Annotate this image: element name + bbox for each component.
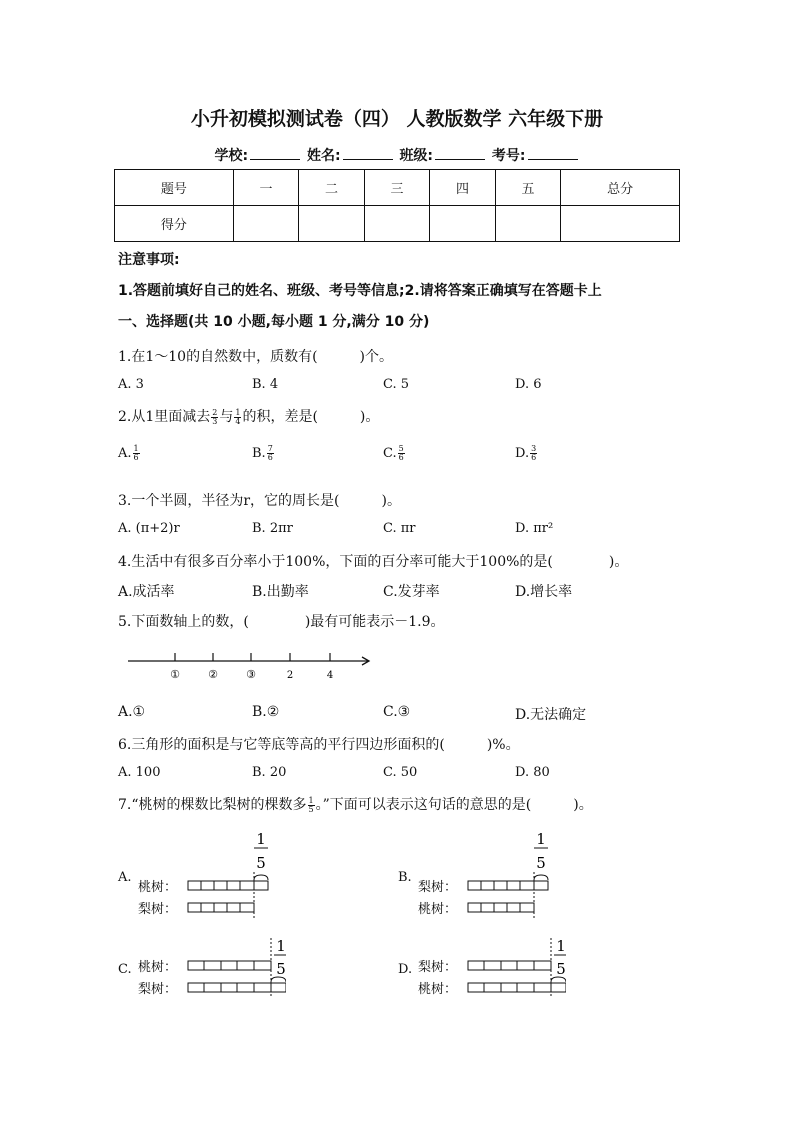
score-cell[interactable]: [430, 206, 496, 242]
score-row-label: 得分: [115, 206, 234, 242]
school-label: 学校:: [214, 148, 249, 164]
q7-option-c[interactable]: C. 桃树： 梨树： 1 5: [118, 937, 286, 997]
score-header-cell: 一: [233, 170, 299, 206]
svg-text:5: 5: [256, 854, 266, 872]
number-line: [124, 648, 376, 684]
name-label: 姓名:: [306, 148, 341, 164]
q5-option-b[interactable]: B.②: [252, 704, 280, 720]
question-5: 5.下面数轴上的数，( )最有可能表示－1.9。: [118, 614, 445, 630]
q3-option-d[interactable]: D. πr²: [515, 521, 554, 536]
score-cell[interactable]: [561, 206, 680, 242]
student-info-line: [0, 145, 794, 165]
q7-option-b[interactable]: B. 梨树： 桃树： 1 5: [398, 830, 598, 920]
q5-option-c[interactable]: C.③: [383, 704, 411, 720]
class-label: 班级:: [399, 148, 434, 164]
question-1: 1.在1～10的自然数中，质数有( )个。: [118, 349, 394, 365]
score-cell[interactable]: [299, 206, 365, 242]
tick-label: ①: [170, 668, 180, 681]
tick-label: 4: [326, 670, 334, 681]
tick-label: 2: [286, 670, 294, 681]
score-header-cell: 四: [430, 170, 496, 206]
notes-heading: 注意事项:: [118, 252, 180, 268]
q6-option-d[interactable]: D. 80: [515, 765, 550, 780]
q6-option-b[interactable]: B. 20: [252, 765, 287, 780]
svg-text:5: 5: [276, 960, 286, 978]
q4-option-d[interactable]: D.增长率: [515, 584, 573, 600]
q2-option-c[interactable]: C. $\frac{5}{6}$: [383, 444, 404, 462]
q5-option-a[interactable]: A.①: [118, 704, 146, 720]
svg-text:5: 5: [536, 854, 546, 872]
q7-option-a[interactable]: A. 桃树： 梨树： 1 5: [118, 830, 318, 920]
q2-fraction-2: $\frac{1}{4}$: [235, 407, 241, 426]
svg-text:1: 1: [556, 937, 566, 955]
q5-option-d[interactable]: D.无法确定: [515, 707, 587, 723]
question-4: 4.生活中有很多百分率小于100%，下面的百分率可能大于100%的是( )。: [118, 554, 629, 570]
q1-option-d[interactable]: D. 6: [515, 377, 542, 392]
score-header-cell: 二: [299, 170, 365, 206]
q1-option-c[interactable]: C. 5: [383, 377, 410, 392]
q4-option-c[interactable]: C.发芽率: [383, 584, 440, 600]
q2-option-a[interactable]: A. $\frac{1}{6}$: [118, 444, 139, 462]
school-blank[interactable]: [250, 147, 300, 160]
q2-option-d[interactable]: D. $\frac{3}{6}$: [515, 444, 537, 462]
q2-pre: 2.从1里面减去: [118, 409, 211, 425]
name-blank[interactable]: [343, 147, 393, 160]
q3-option-c[interactable]: C. πr: [383, 521, 416, 536]
score-cell[interactable]: [233, 206, 299, 242]
q6-option-a[interactable]: A. 100: [118, 765, 161, 780]
score-header-cell: 总分: [561, 170, 680, 206]
q2-post: 的积，差是( )。: [242, 409, 380, 425]
notes-text: 1.答题前填好自己的姓名、班级、考号等信息;2.请将答案正确填写在答题卡上: [118, 283, 602, 299]
question-2: [118, 406, 379, 426]
tick-label: ③: [246, 668, 256, 681]
question-6: 6.三角形的面积是与它等底等高的平行四边形面积的( )%。: [118, 737, 520, 753]
score-header-cell: 三: [364, 170, 430, 206]
q4-option-a[interactable]: A.成活率: [118, 584, 175, 600]
q7-fraction: $\frac{1}{5}$: [308, 795, 314, 814]
q2-option-b[interactable]: B. $\frac{7}{6}$: [252, 444, 273, 462]
tick-label: ②: [208, 668, 218, 681]
q4-option-b[interactable]: B.出勤率: [252, 584, 309, 600]
section-heading: 一、选择题(共 10 小题,每小题 1 分,满分 10 分): [118, 314, 430, 330]
score-cell[interactable]: [495, 206, 561, 242]
q7-option-d[interactable]: D. 梨树： 桃树： 1 5: [398, 937, 566, 997]
score-cell[interactable]: [364, 206, 430, 242]
svg-text:5: 5: [556, 960, 566, 978]
svg-text:1: 1: [536, 830, 546, 848]
score-value-row: [115, 206, 680, 242]
score-header-cell: 题号: [115, 170, 234, 206]
q1-option-b[interactable]: B. 4: [252, 377, 279, 392]
exam-no-blank[interactable]: [528, 147, 578, 160]
q2-fraction-1: $\frac{2}{3}$: [212, 407, 218, 426]
score-table: [114, 169, 680, 242]
score-header-cell: 五: [495, 170, 561, 206]
q2-mid: 与: [219, 409, 234, 425]
svg-text:1: 1: [256, 830, 266, 848]
q6-option-c[interactable]: C. 50: [383, 765, 418, 780]
question-3: 3.一个半圆，半径为r，它的周长是( )。: [118, 493, 401, 509]
q1-option-a[interactable]: A. 3: [118, 377, 144, 392]
class-blank[interactable]: [435, 147, 485, 160]
score-header-row: [115, 170, 680, 206]
exam-no-label: 考号:: [491, 148, 526, 164]
svg-text:1: 1: [276, 937, 286, 955]
question-7: 7.“桃树的棵数比梨树的棵数多 $\frac{1}{5}$ 。”下面可以表示这句话的意思的是( )。: [118, 795, 593, 814]
q3-option-a[interactable]: A. (π+2)r: [118, 521, 180, 536]
q3-option-b[interactable]: B. 2πr: [252, 521, 293, 536]
page-title: 小升初模拟测试卷（四） 人教版数学 六年级下册: [190, 108, 604, 130]
